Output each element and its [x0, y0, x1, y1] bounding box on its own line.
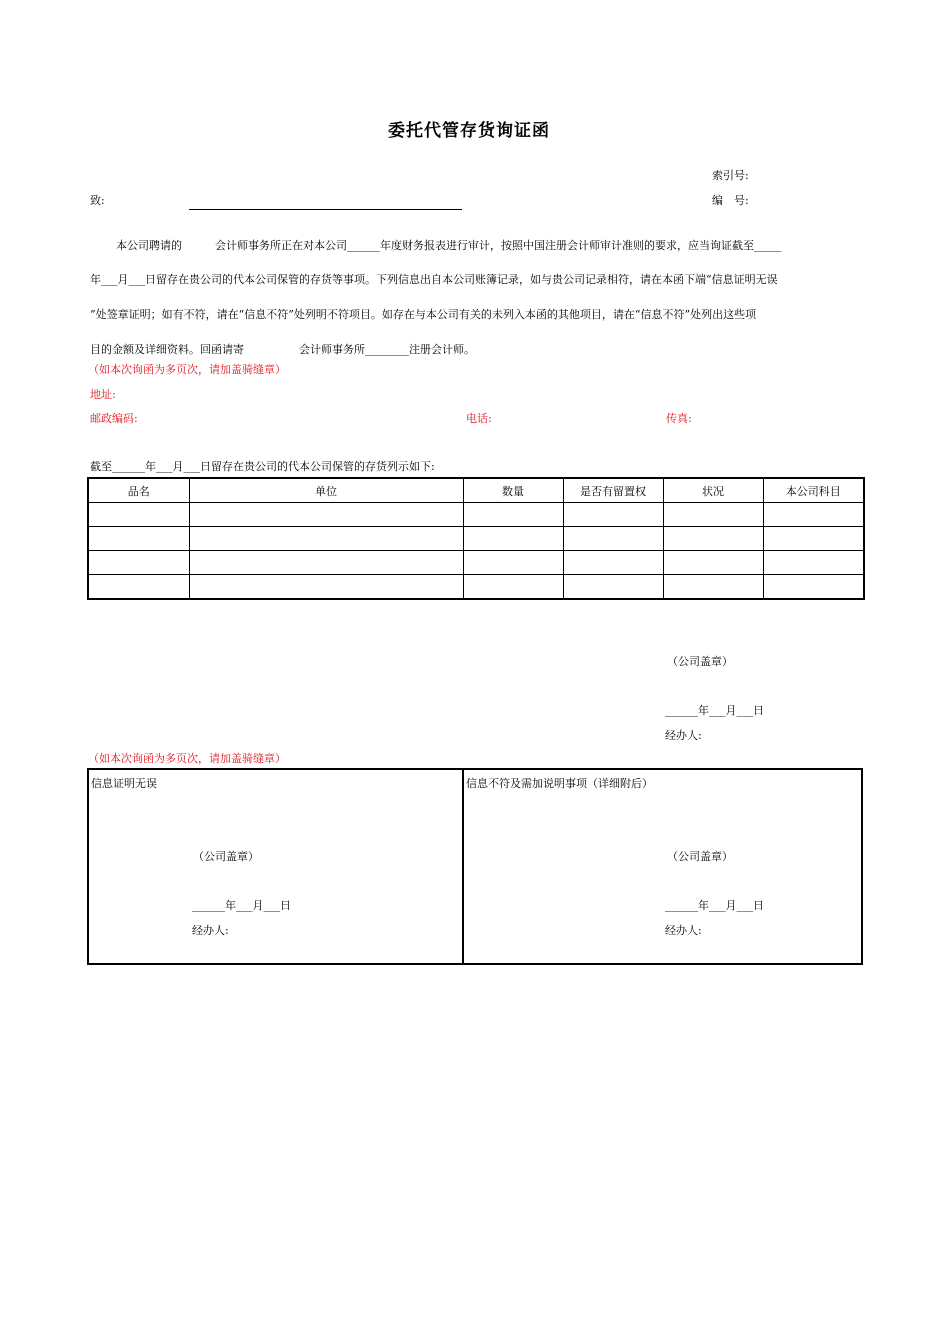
- table-row: [88, 503, 864, 527]
- table-header-row: [88, 478, 864, 503]
- table-cell[interactable]: [563, 503, 663, 527]
- table-cell[interactable]: [663, 503, 763, 527]
- reply-confirm-title: 信息证明无误: [91, 777, 157, 790]
- seal-note-2: （如本次询函为多页次，请加盖骑缝章）: [88, 752, 286, 765]
- fax-label: 传真:: [666, 412, 692, 425]
- table-cell[interactable]: [763, 503, 864, 527]
- table-cell[interactable]: [563, 575, 663, 600]
- table-cell[interactable]: [88, 551, 189, 575]
- table-cell[interactable]: [563, 527, 663, 551]
- recipient-line[interactable]: [189, 209, 462, 210]
- handler-label: 经办人:: [665, 729, 702, 742]
- table-cell[interactable]: [763, 551, 864, 575]
- reply-discrepancy-date: ______年___月___日: [665, 899, 764, 912]
- reply-confirm-handler: 经办人:: [192, 924, 229, 937]
- table-cell[interactable]: [189, 527, 463, 551]
- table-cell[interactable]: [463, 527, 563, 551]
- address-label: 地址:: [90, 388, 116, 401]
- body-line-2: 年___月___日留存在贵公司的代本公司保管的存货等事项。下列信息出自本公司账簿记录，如与贵公司记录相符，请在本函下端“信息证明无误: [90, 273, 778, 286]
- table-row: [88, 551, 864, 575]
- table-cell[interactable]: [463, 503, 563, 527]
- reply-discrepancy-handler: 经办人:: [665, 924, 702, 937]
- company-seal-label: （公司盖章）: [667, 655, 733, 668]
- reply-discrepancy-title: 信息不符及需加说明事项（详细附后）: [466, 777, 653, 790]
- table-cell[interactable]: [663, 575, 763, 600]
- table-cell[interactable]: [189, 551, 463, 575]
- table-cell[interactable]: [763, 527, 864, 551]
- seal-note: （如本次询函为多页次，请加盖骑缝章）: [88, 363, 286, 376]
- reply-discrepancy-box[interactable]: [462, 768, 863, 965]
- reply-confirm-box[interactable]: [87, 768, 464, 965]
- table-cell[interactable]: [563, 551, 663, 575]
- table-cell[interactable]: [189, 575, 463, 600]
- col-header-item-name: 品名: [88, 478, 189, 503]
- table-cell[interactable]: [88, 503, 189, 527]
- table-cell[interactable]: [88, 575, 189, 600]
- body-line-3: ”处签章证明；如有不符，请在“信息不符”处列明不符项目。如存在与本公司有关的未列入本函的其他项目，请在“信息不符”处列出这些项: [90, 308, 757, 321]
- table-intro: 截至______年___月___日留存在贵公司的代本公司保管的存货列示如下:: [90, 460, 435, 473]
- col-header-unit: 单位: [189, 478, 463, 503]
- col-header-lien: 是否有留置权: [563, 478, 663, 503]
- reply-discrepancy-seal: （公司盖章）: [667, 850, 733, 863]
- body-line-4: 目的金额及详细资料。回函请寄 会计师事务所________注册会计师。: [90, 343, 475, 356]
- col-header-quantity: 数量: [463, 478, 563, 503]
- body-line-1: 本公司聘请的 会计师事务所正在对本公司______年度财务报表进行审计，按照中国注册会计师审计准则的要求，应当询证截至_____: [116, 239, 782, 252]
- serial-number-label: 编 号:: [712, 194, 749, 207]
- reply-confirm-date: ______年___月___日: [192, 899, 291, 912]
- phone-label: 电话:: [466, 412, 492, 425]
- table-cell[interactable]: [463, 575, 563, 600]
- table-row: [88, 527, 864, 551]
- inventory-table: [87, 477, 865, 600]
- col-header-account: 本公司科目: [763, 478, 864, 503]
- table-cell[interactable]: [663, 551, 763, 575]
- table-cell[interactable]: [663, 527, 763, 551]
- postcode-label: 邮政编码:: [90, 412, 138, 425]
- index-number-label: 索引号:: [712, 169, 749, 182]
- table-cell[interactable]: [463, 551, 563, 575]
- page-title: 委托代管存货询证函: [388, 121, 550, 141]
- table-cell[interactable]: [763, 575, 864, 600]
- table-cell[interactable]: [189, 503, 463, 527]
- table-row: [88, 575, 864, 600]
- reply-confirm-seal: （公司盖章）: [193, 850, 259, 863]
- table-cell[interactable]: [88, 527, 189, 551]
- recipient-label: 致:: [90, 194, 105, 207]
- col-header-condition: 状况: [663, 478, 763, 503]
- sign-date-line: ______年___月___日: [665, 704, 764, 717]
